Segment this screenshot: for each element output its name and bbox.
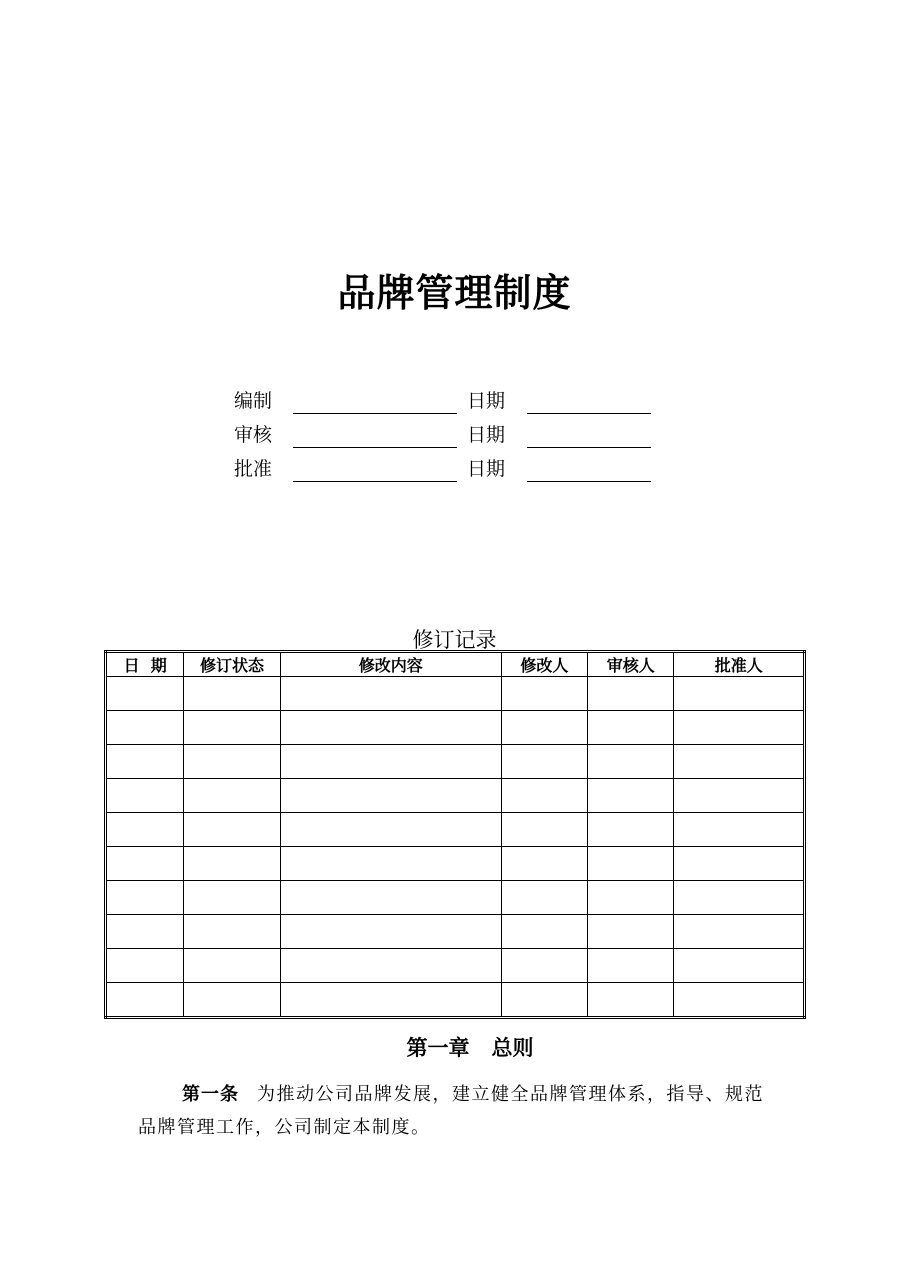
revision-cell — [674, 847, 805, 881]
revision-cell — [501, 813, 587, 847]
sign-off-row — [234, 451, 654, 485]
revision-table-body — [106, 677, 805, 1018]
revision-cell — [280, 847, 501, 881]
sign-off-row — [234, 417, 654, 451]
revision-cell — [106, 983, 184, 1018]
revision-row — [106, 677, 805, 711]
revision-cell — [106, 779, 184, 813]
revision-cell — [280, 779, 501, 813]
revision-cell — [280, 915, 501, 949]
revision-row — [106, 745, 805, 779]
document-title: 品牌管理制度 — [337, 271, 572, 315]
revision-cell — [674, 711, 805, 745]
signature-line — [293, 481, 457, 482]
sign-off-row — [234, 383, 654, 417]
header-change-content: 修改内容 — [280, 652, 501, 677]
revision-cell — [106, 949, 184, 983]
revision-cell — [588, 711, 674, 745]
revision-cell — [106, 813, 184, 847]
revision-cell — [501, 847, 587, 881]
revision-row — [106, 881, 805, 915]
date-line — [527, 481, 651, 482]
revision-table — [104, 650, 806, 1019]
revision-cell — [588, 745, 674, 779]
revision-cell — [674, 813, 805, 847]
revision-cell — [588, 915, 674, 949]
revision-cell — [280, 983, 501, 1018]
revision-cell — [588, 779, 674, 813]
revision-cell — [184, 847, 280, 881]
revision-cell — [280, 881, 501, 915]
revision-cell — [501, 711, 587, 745]
article-label: 第一条 — [182, 1084, 239, 1105]
header-date: 日 期 — [106, 652, 184, 677]
chapter-heading — [0, 1032, 909, 1062]
chapter-title: 总则 — [491, 1036, 534, 1060]
revision-cell — [588, 677, 674, 711]
revision-cell — [501, 881, 587, 915]
revision-cell — [674, 983, 805, 1018]
role-label: 审核 — [234, 424, 273, 446]
revision-cell — [106, 915, 184, 949]
date-line — [527, 447, 651, 448]
revision-cell — [501, 983, 587, 1018]
revision-cell — [184, 779, 280, 813]
revision-cell — [280, 745, 501, 779]
revision-cell — [501, 745, 587, 779]
revision-cell — [184, 881, 280, 915]
revision-cell — [106, 847, 184, 881]
revision-cell — [674, 915, 805, 949]
revision-row — [106, 847, 805, 881]
signature-line — [293, 413, 457, 414]
revision-cell — [184, 915, 280, 949]
chapter-number: 第一章 — [406, 1036, 470, 1060]
date-label: 日期 — [467, 424, 506, 446]
header-approver: 批准人 — [674, 652, 805, 677]
header-reviewer: 审核人 — [588, 652, 674, 677]
revision-cell — [184, 677, 280, 711]
revision-row — [106, 779, 805, 813]
revision-cell — [674, 881, 805, 915]
revision-cell — [184, 983, 280, 1018]
revision-cell — [184, 813, 280, 847]
revision-cell — [106, 711, 184, 745]
revision-cell — [674, 949, 805, 983]
revision-cell — [184, 745, 280, 779]
revision-cell — [501, 915, 587, 949]
revision-cell — [588, 881, 674, 915]
revision-cell — [588, 847, 674, 881]
revision-cell — [674, 677, 805, 711]
header-modifier: 修改人 — [501, 652, 587, 677]
role-label: 编制 — [234, 390, 273, 412]
date-line — [527, 413, 651, 414]
header-revision-status: 修订状态 — [184, 652, 280, 677]
revision-row — [106, 711, 805, 745]
article-paragraph — [138, 1078, 778, 1144]
sign-off-block — [234, 383, 654, 485]
revision-cell — [106, 881, 184, 915]
date-label: 日期 — [467, 390, 506, 412]
revision-cell — [106, 677, 184, 711]
revision-cell — [501, 677, 587, 711]
revision-cell — [501, 949, 587, 983]
revision-cell — [280, 677, 501, 711]
revision-cell — [501, 779, 587, 813]
article-text: 为推动公司品牌发展，建立健全品牌管理体系，指导、规范品牌管理工作，公司制定本制度。 — [138, 1084, 764, 1138]
revision-row — [106, 949, 805, 983]
signature-line — [293, 447, 457, 448]
revision-row — [106, 915, 805, 949]
revision-cell — [280, 949, 501, 983]
revision-cell — [674, 745, 805, 779]
revision-cell — [674, 779, 805, 813]
revision-cell — [588, 949, 674, 983]
revision-header-row — [106, 652, 805, 677]
revision-row — [106, 983, 805, 1018]
revision-cell — [184, 711, 280, 745]
revision-cell — [280, 813, 501, 847]
revision-row — [106, 813, 805, 847]
revision-record-title: 修订记录 — [412, 628, 497, 652]
revision-cell — [184, 949, 280, 983]
revision-cell — [280, 711, 501, 745]
revision-cell — [106, 745, 184, 779]
revision-cell — [588, 983, 674, 1018]
date-label: 日期 — [467, 458, 506, 480]
role-label: 批准 — [234, 458, 273, 480]
revision-cell — [588, 813, 674, 847]
